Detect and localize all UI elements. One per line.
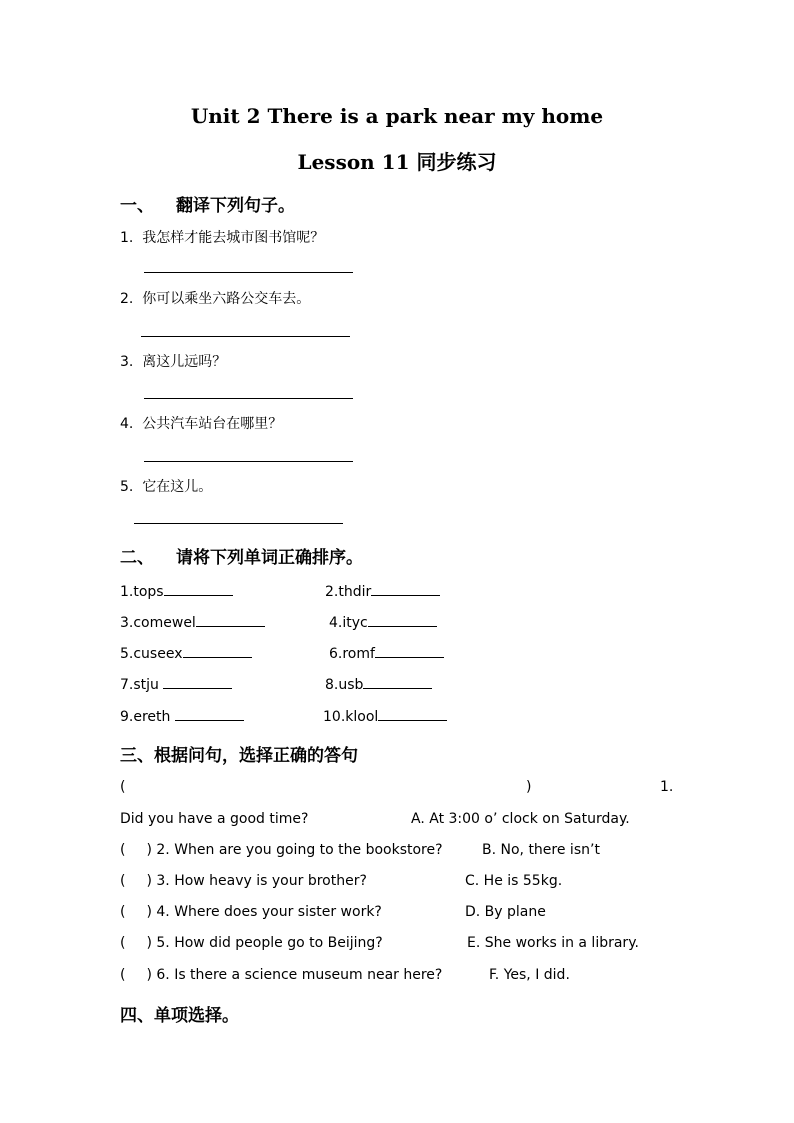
title-lesson: Lesson 11 同步练习 (297, 150, 497, 174)
scramble-word-7 (120, 674, 232, 694)
translate-item-5 (120, 478, 212, 496)
question-2 (120, 841, 443, 859)
question-text: ) 3. How heavy is your brother? (146, 873, 367, 889)
question-4 (120, 903, 382, 921)
answer-option-a: A. At 3:00 o’ clock on Saturday. (411, 811, 630, 827)
scramble-word-text: 6.romf (329, 646, 375, 662)
scramble-blank[interactable] (196, 612, 265, 627)
scramble-word-9 (120, 706, 244, 726)
answer-line-2[interactable] (141, 336, 350, 337)
question-text: ) 4. Where does your sister work? (146, 904, 382, 920)
section-1-title: 翻译下列句子。 (176, 196, 295, 216)
translate-item-2 (120, 290, 310, 308)
translate-item-4 (120, 415, 282, 433)
scramble-word-text: 2.thdir (325, 584, 372, 600)
scramble-blank[interactable] (375, 643, 444, 658)
scramble-word-text: 1.tops (120, 584, 164, 600)
answer-line-1[interactable] (144, 272, 353, 273)
scramble-word-10 (323, 706, 447, 726)
item-number: 2. (120, 291, 134, 307)
scramble-blank[interactable] (175, 706, 244, 721)
scramble-word-8 (325, 674, 432, 694)
section-3-heading: 三、根据问句，选择正确的答句 (120, 746, 358, 766)
section-4-heading: 四、单项选择。 (120, 1006, 239, 1026)
scramble-word-3 (120, 612, 265, 632)
question-5 (120, 934, 383, 952)
translate-item-1 (120, 229, 324, 247)
scramble-word-text: 9.ereth (120, 709, 175, 725)
section-2-title: 请将下列单词正确排序。 (176, 548, 363, 568)
question-text: ) 6. Is there a science museum near here? (146, 967, 443, 983)
scramble-word-6 (329, 643, 444, 663)
scramble-blank[interactable] (363, 674, 432, 689)
answer-option-e: E. She works in a library. (467, 935, 639, 951)
scramble-word-text: 5.cuseex (120, 646, 183, 662)
scramble-blank[interactable] (378, 706, 447, 721)
scramble-blank[interactable] (183, 643, 252, 658)
translate-item-3 (120, 353, 226, 371)
question-number-1: 1. (660, 779, 674, 795)
item-number: 3. (120, 354, 134, 370)
scramble-blank[interactable] (371, 581, 440, 596)
answer-option-d: D. By plane (465, 904, 546, 920)
answer-line-5[interactable] (134, 523, 343, 524)
question-6 (120, 966, 442, 984)
scramble-word-4 (329, 612, 437, 632)
answer-line-3[interactable] (144, 398, 353, 399)
answer-option-f: F. Yes, I did. (489, 967, 570, 983)
scramble-word-text: 8.usb (325, 677, 364, 693)
answer-paren: ( (120, 873, 126, 889)
question-text: ) 5. How did people go to Beijing? (146, 935, 383, 951)
answer-paren: ( (120, 935, 126, 951)
item-text: 我怎样才能去城市图书馆呢？ (142, 230, 325, 246)
answer-option-b: B. No, there isn’t (482, 842, 600, 858)
answer-option-c: C. He is 55kg. (465, 873, 563, 889)
item-number: 1. (120, 230, 134, 246)
item-number: 4. (120, 416, 134, 432)
item-text: 公共汽车站台在哪里？ (142, 416, 283, 432)
answer-paren: ( (120, 967, 126, 983)
scramble-word-text: 4.ityc (329, 615, 368, 631)
item-number: 5. (120, 479, 134, 495)
section-2-number: 二、 (120, 548, 154, 568)
answer-line-4[interactable] (144, 461, 353, 462)
item-text: 离这儿远吗？ (142, 354, 227, 370)
scramble-word-text: 3.comewel (120, 615, 196, 631)
section-1-heading (120, 191, 295, 216)
section-2-heading (120, 543, 363, 568)
answer-paren-open: ( (120, 779, 126, 795)
question-1: Did you have a good time? (120, 811, 309, 827)
item-text: 你可以乘坐六路公交车去。 (142, 291, 311, 307)
scramble-word-1 (120, 581, 233, 601)
question-text: ) 2. When are you going to the bookstore? (146, 842, 443, 858)
answer-paren: ( (120, 904, 126, 920)
scramble-word-2 (325, 581, 440, 601)
question-3 (120, 872, 367, 890)
item-text: 它在这儿。 (142, 479, 213, 495)
scramble-blank[interactable] (368, 612, 437, 627)
scramble-word-5 (120, 643, 252, 663)
scramble-word-text: 10.klool (323, 709, 379, 725)
scramble-word-text: 7.stju (120, 677, 164, 693)
title-unit: Unit 2 There is a park near my home (190, 104, 604, 128)
answer-paren: ( (120, 842, 126, 858)
section-1-number: 一、 (120, 196, 154, 216)
scramble-blank[interactable] (164, 581, 233, 596)
answer-paren-close: ) (526, 779, 532, 795)
scramble-blank[interactable] (163, 674, 232, 689)
